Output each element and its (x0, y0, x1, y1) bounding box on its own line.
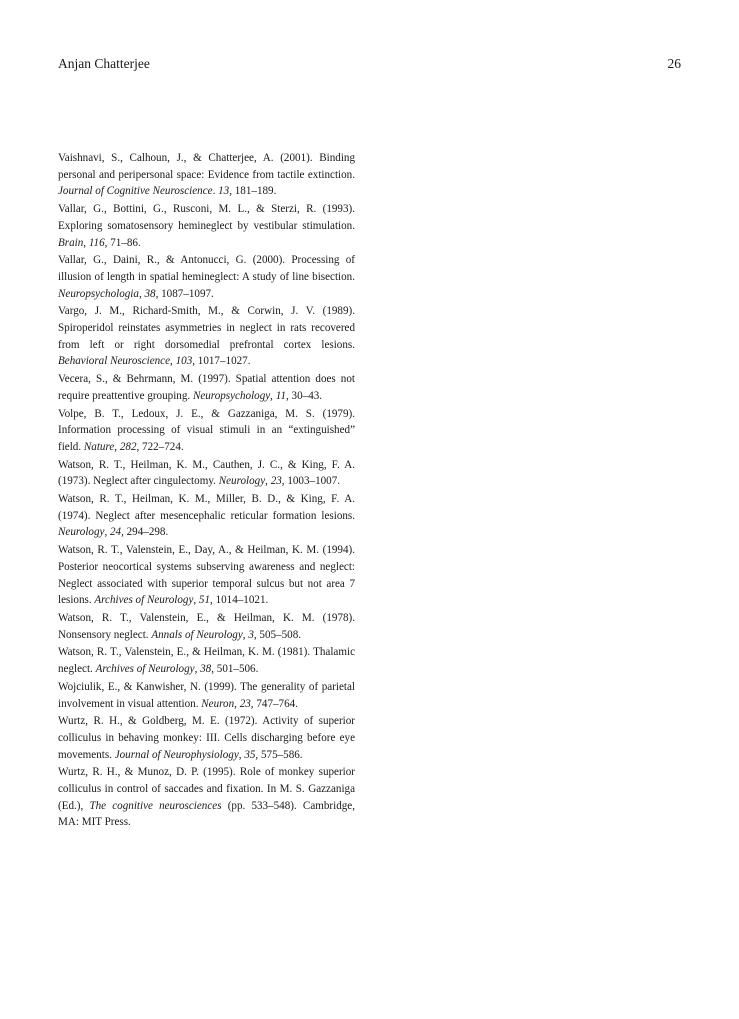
reference-journal: Behavioral Neuroscience (58, 355, 171, 368)
reference-authors-title: Vallar, G., Bottini, G., Rusconi, M. L., & Sterzi, R. (1993). Exploring somatosensory hemineglect by vestibular stimulation. (58, 203, 355, 232)
reference-entry (58, 150, 355, 200)
reference-pages: , 501–506. (211, 663, 259, 676)
reference-separator: , (270, 389, 276, 402)
reference-separator: , (242, 628, 249, 641)
page-number: 26 (667, 56, 681, 71)
reference-authors-title: Vecera, S., & Behrmann, M. (1997). Spatial attention does not require preattentive grouping. (58, 373, 355, 402)
reference-authors-title: Vargo, J. M., Richard-Smith, M., & Corwin, J. V. (1989). Spiroperidol reinstates asymmetries in neglect in rats recovered from left or right dorsomedial prefrontal cortex lesions. (58, 305, 355, 351)
reference-pages: , 747–764. (250, 697, 298, 710)
reference-separator: . (212, 185, 219, 198)
reference-separator: , (114, 440, 120, 453)
reference-volume: 3 (248, 628, 254, 641)
reference-pages: , 575–586. (255, 748, 303, 761)
reference-entry (58, 679, 355, 712)
reference-volume: 38 (200, 663, 212, 676)
reference-separator: , (265, 475, 271, 488)
reference-volume: 51 (198, 594, 211, 607)
reference-pages: , 30–43. (286, 389, 323, 402)
reference-volume: 13 (218, 185, 230, 198)
reference-volume: 23 (239, 697, 251, 710)
reference-volume: 282 (119, 440, 137, 453)
reference-authors-title: Watson, R. T., Valenstein, E., Day, A., & Heilman, K. M. (1994). Posterior neocortical systems subserving awareness and neglect: Neglect associated with superior temporal sulcus but not area 7 lesions. (58, 544, 355, 607)
reference-volume: 24 (109, 526, 122, 539)
reference-separator: , (234, 697, 240, 710)
reference-journal: Neuron (201, 697, 235, 710)
reference-pages: , 1014–1021. (210, 594, 269, 607)
reference-pages: , 505–508. (253, 628, 302, 641)
reference-list (58, 150, 355, 832)
reference-entry (58, 457, 355, 490)
reference-journal: Archives of Neurology (94, 594, 194, 607)
reference-volume: 35 (244, 748, 256, 761)
reference-entry (58, 713, 355, 763)
reference-pages: , 71–86. (104, 236, 141, 249)
reference-journal: Journal of Cognitive Neuroscience (58, 185, 213, 198)
reference-volume: 38 (144, 287, 156, 300)
reference-pages: , 181–189. (229, 185, 277, 198)
reference-entry (58, 303, 355, 370)
reference-entry (58, 610, 355, 643)
reference-authors-title: Vaishnavi, S., Calhoun, J., & Chatterjee, A. (2001). Binding personal and peripersonal space: Evidence from tactile extinction. (58, 152, 355, 181)
reference-entry (58, 644, 355, 677)
reference-entry (58, 491, 355, 541)
reference-journal: The cognitive neurosciences (89, 799, 222, 812)
reference-authors-title: Wurtz, R. H., & Munoz, D. P. (1995). Role of monkey superior colliculus in control of saccades and fixation. In M. S. Gazzaniga (Ed.), (58, 766, 355, 812)
reference-pages: (pp. 533–548). Cambridge, MA: MIT Press. (58, 799, 355, 829)
reference-pages: , 1017–1027. (192, 355, 251, 368)
reference-entry (58, 406, 355, 456)
reference-volume: 11 (275, 389, 286, 402)
reference-journal: Neurology (218, 475, 266, 488)
reference-authors-title: Watson, R. T., Heilman, K. M., Cauthen, J. C., & King, F. A. (1973). Neglect after cingulectomy. (58, 458, 355, 488)
reference-journal: Nature (83, 440, 115, 453)
reference-entry (58, 252, 355, 302)
reference-pages: , 1003–1007. (281, 475, 341, 488)
reference-journal: Journal of Neurophysiology (114, 748, 239, 761)
reference-separator: , (193, 594, 199, 607)
reference-pages: , 722–724. (136, 440, 184, 453)
reference-authors-title: Watson, R. T., Valenstein, E., & Heilman, K. M. (1981). Thalamic neglect. (58, 646, 355, 676)
reference-authors-title: Watson, R. T., Valenstein, E., & Heilman, K. M. (1978). Nonsensory neglect. (58, 611, 355, 641)
reference-authors-title: Volpe, B. T., Ledoux, J. E., & Gazzaniga, M. S. (1979). Information processing of visual stimuli in an “extinguished” field. (58, 407, 355, 453)
reference-separator: , (83, 236, 89, 249)
reference-pages: , 294–298. (121, 526, 169, 539)
reference-separator: , (170, 355, 176, 368)
reference-entry (58, 371, 355, 404)
reference-volume: 103 (175, 355, 193, 368)
reference-entry (58, 201, 355, 251)
reference-journal: Archives of Neurology (95, 663, 195, 676)
reference-volume: 23 (270, 475, 282, 488)
reference-journal: Neuropsychology (192, 389, 271, 402)
reference-separator: , (138, 287, 145, 300)
reference-pages: , 1087–1097. (155, 287, 214, 300)
reference-journal: Neurology (58, 526, 105, 539)
reference-authors-title: Watson, R. T., Heilman, K. M., Miller, B. D., & King, F. A. (1974). Neglect after mesencephalic reticular formation lesions. (58, 493, 355, 522)
reference-journal: Neuropsychologia (58, 287, 139, 300)
reference-entry (58, 764, 355, 831)
reference-authors-title: Vallar, G., Daini, R., & Antonucci, G. (2000). Processing of illusion of length in spatial hemineglect: A study of line bisection. (58, 254, 355, 283)
reference-authors-title: Wojciulik, E., & Kanwisher, N. (1999). The generality of parietal involvement in visual attention. (58, 680, 355, 710)
reference-volume: 116 (88, 236, 105, 249)
reference-separator: , (104, 526, 110, 539)
reference-separator: , (194, 663, 201, 676)
running-head-author: Anjan Chatterjee (58, 56, 150, 71)
reference-journal: Annals of Neurology (151, 628, 243, 641)
reference-entry (58, 542, 355, 609)
reference-journal: Brain (58, 236, 84, 249)
reference-authors-title: Wurtz, R. H., & Goldberg, M. E. (1972). Activity of superior colliculus in behaving monkey: III. Cells discharging before eye movements. (58, 715, 355, 761)
reference-separator: , (238, 748, 245, 761)
